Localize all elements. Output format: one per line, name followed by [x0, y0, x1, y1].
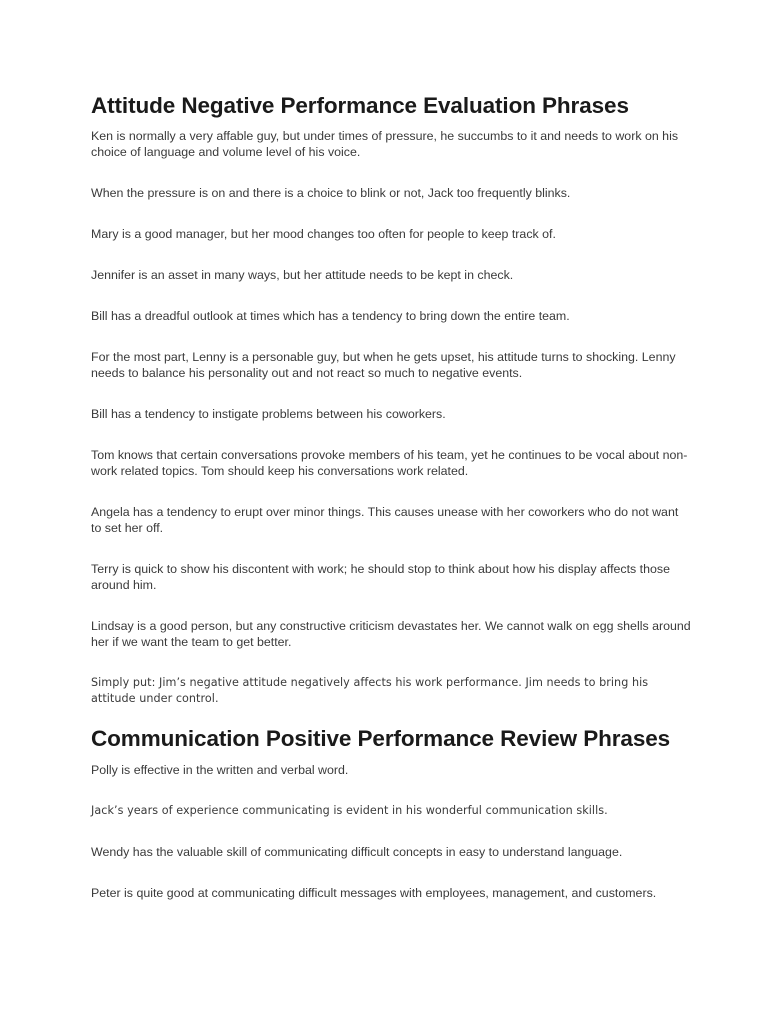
- phrase-paragraph: Wendy has the valuable skill of communicating difficult concepts in easy to understand language.: [91, 845, 623, 859]
- phrase-paragraph: Bill has a tendency to instigate problems between his coworkers.: [91, 407, 446, 421]
- phrase-paragraph: Terry is quick to show his discontent with work; he should stop to think about how his display affects those around him.: [91, 562, 670, 592]
- section-heading: Attitude Negative Performance Evaluation Phrases: [91, 93, 629, 118]
- phrase-paragraph: When the pressure is on and there is a choice to blink or not, Jack too frequently blinks.: [91, 186, 571, 200]
- phrase-paragraph: For the most part, Lenny is a personable guy, but when he gets upset, his attitude turns to shocking. Lenny needs to balance his personality out and not react so much to negative events.: [91, 350, 676, 380]
- section-heading: Communication Positive Performance Review Phrases: [91, 726, 671, 751]
- phrase-paragraph: Mary is a good manager, but her mood changes too often for people to keep track of.: [91, 227, 556, 241]
- phrase-paragraph: Tom knows that certain conversations provoke members of his team, yet he continues to be vocal about non-work related topics. Tom should keep his conversations work related.: [91, 448, 688, 478]
- section-communication-positive: [91, 726, 691, 901]
- section-attitude-negative: [91, 93, 691, 707]
- phrase-paragraph: Bill has a dreadful outlook at times which has a tendency to bring down the entire team.: [91, 309, 570, 323]
- phrase-paragraph: Ken is normally a very affable guy, but under times of pressure, he succumbs to it and needs to work on his choice of language and volume level of his voice.: [91, 129, 679, 159]
- phrase-paragraph: Lindsay is a good person, but any constructive criticism devastates her. We cannot walk on egg shells around her if we want the team to get better.: [91, 619, 691, 649]
- phrase-paragraph: Peter is quite good at communicating difficult messages with employees, management, and customers.: [91, 886, 657, 900]
- phrase-paragraph: Angela has a tendency to erupt over minor things. This causes unease with her coworkers who do not want to set her off.: [91, 505, 679, 535]
- phrase-paragraph: Jennifer is an asset in many ways, but her attitude needs to be kept in check.: [91, 268, 514, 282]
- document-page: [91, 93, 691, 926]
- phrase-paragraph: Jack’s years of experience communicating is evident in his wonderful communication skills.: [91, 804, 608, 817]
- phrase-paragraph: Polly is effective in the written and verbal word.: [91, 763, 349, 777]
- phrase-paragraph: Simply put: Jim’s negative attitude negatively affects his work performance. Jim needs to bring his attitude under control.: [91, 676, 649, 705]
